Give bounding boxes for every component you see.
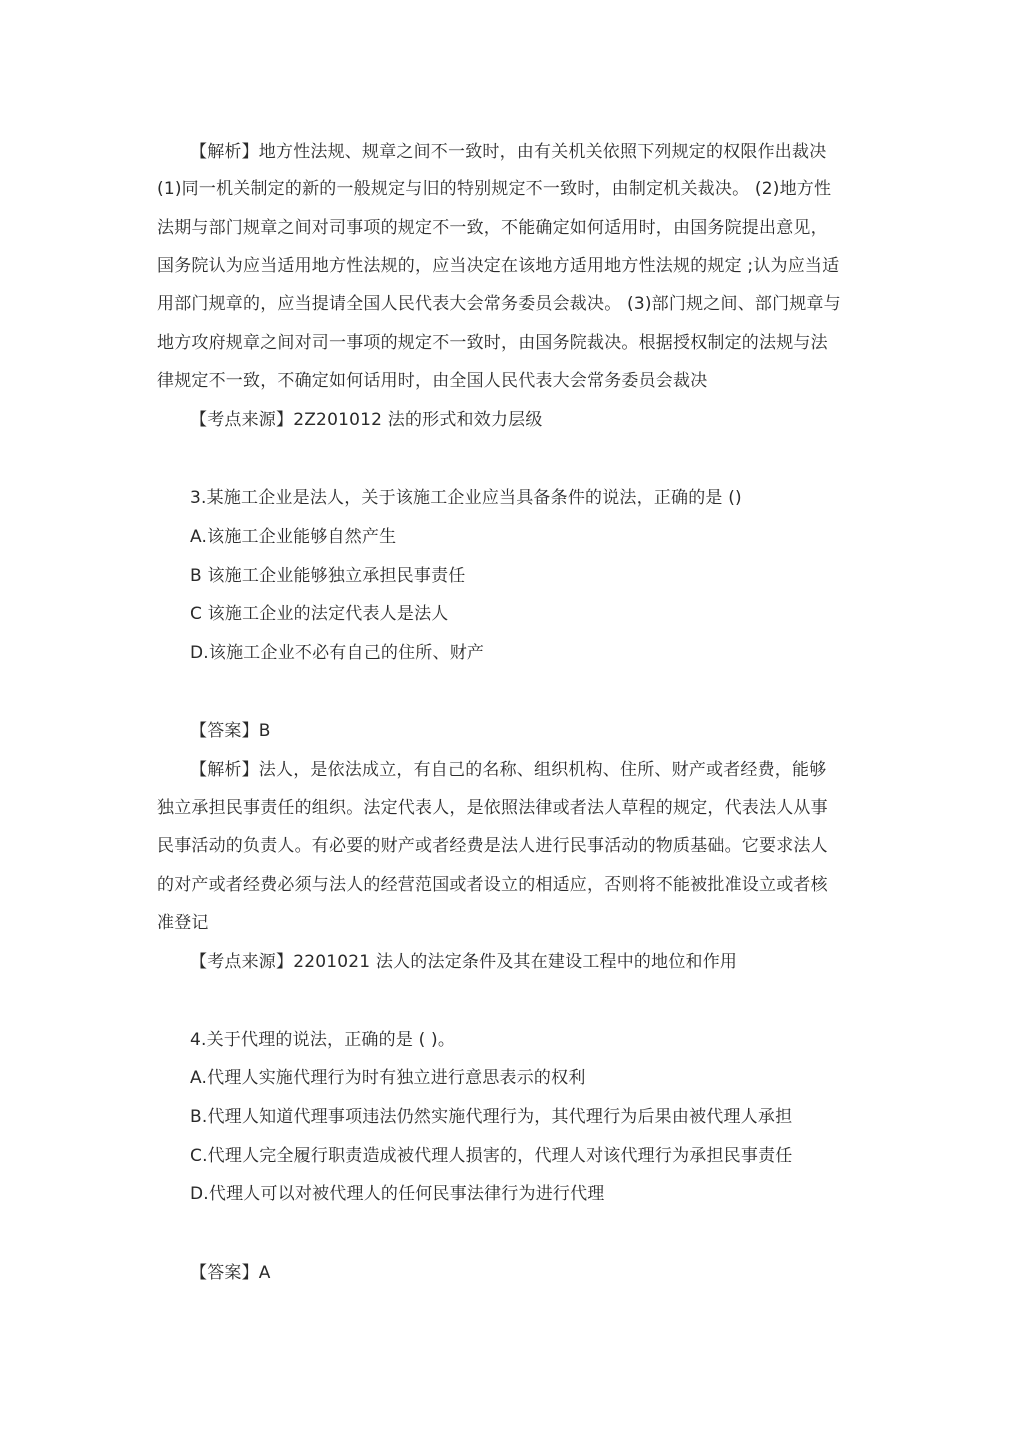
option-b: B.代理人知道代理事项违法仍然实施代理行为，其代理行为后果由被代理人承担 — [190, 1107, 793, 1127]
answer-line: 【答案】A — [190, 1263, 271, 1283]
analysis-line: 法期与部门规章之间对司事项的规定不一致，不能确定如何适用时，由国务院提出意见， — [157, 218, 828, 238]
analysis-line: 地方攻府规章之间对司一事项的规定不一致时，由国务院裁决。根据授权制定的法规与法 — [157, 333, 828, 353]
source-line: 【考点来源】2Z201012 法的形式和效力层级 — [190, 410, 543, 430]
analysis-line: 准登记 — [157, 913, 209, 933]
analysis-line: 的对产或者经费必须与法人的经营范国或者设立的相适应，否则将不能被批准设立或者核 — [157, 875, 828, 895]
analysis-line: 【解析】地方性法规、规章之间不一致时，由有关机关依照下列规定的权限作出裁决 — [190, 142, 827, 162]
analysis-line: 民事活动的负责人。有必要的财产或者经费是法人进行民事活动的物质基础。它要求法人 — [157, 836, 828, 856]
question-stem: 3.某施工企业是法人，关于该施工企业应当具备条件的说法，正确的是 () — [190, 488, 742, 508]
analysis-line: 独立承担民事责任的组织。法定代表人，是依照法律或者法人草程的规定，代表法人从事 — [157, 798, 828, 818]
option-a: A.该施工企业能够自然产生 — [190, 527, 397, 547]
option-d: D.该施工企业不必有自己的住所、财产 — [190, 643, 485, 663]
analysis-line: 【解析】法人，是依法成立，有自己的名称、组织机构、住所、财产或者经费，能够 — [190, 760, 827, 780]
option-c: C.代理人完全履行职责造成被代理人损害的，代理人对该代理行为承担民事责任 — [190, 1146, 793, 1166]
analysis-line: 国务院认为应当适用地方性法规的，应当决定在该地方适用地方性法规的规定 ;认为应当适 — [157, 256, 840, 276]
option-c: C 该施工企业的法定代表人是法人 — [190, 604, 449, 624]
option-a: A.代理人实施代理行为时有独立进行意思表示的权利 — [190, 1068, 586, 1088]
source-line: 【考点来源】2201021 法人的法定条件及其在建设工程中的地位和作用 — [190, 952, 738, 972]
question-stem: 4.关于代理的说法，正确的是 ( )。 — [190, 1030, 456, 1050]
analysis-line: (1)同一机关制定的新的一般规定与旧的特别规定不一致时，由制定机关裁决。 (2)地方性 — [157, 179, 832, 199]
option-b: B 该施工企业能够独立承担民事责任 — [190, 566, 466, 586]
analysis-line: 用部门规章的，应当提请全国人民代表大会常务委员会裁决。 (3)部门规之间、部门规章与 — [157, 294, 841, 314]
answer-line: 【答案】B — [190, 721, 271, 741]
option-d: D.代理人可以对被代理人的任何民事法律行为进行代理 — [190, 1184, 605, 1204]
analysis-line: 律规定不一致，不确定如何话用时，由全国人民代表大会常务委员会裁决 — [157, 371, 708, 391]
